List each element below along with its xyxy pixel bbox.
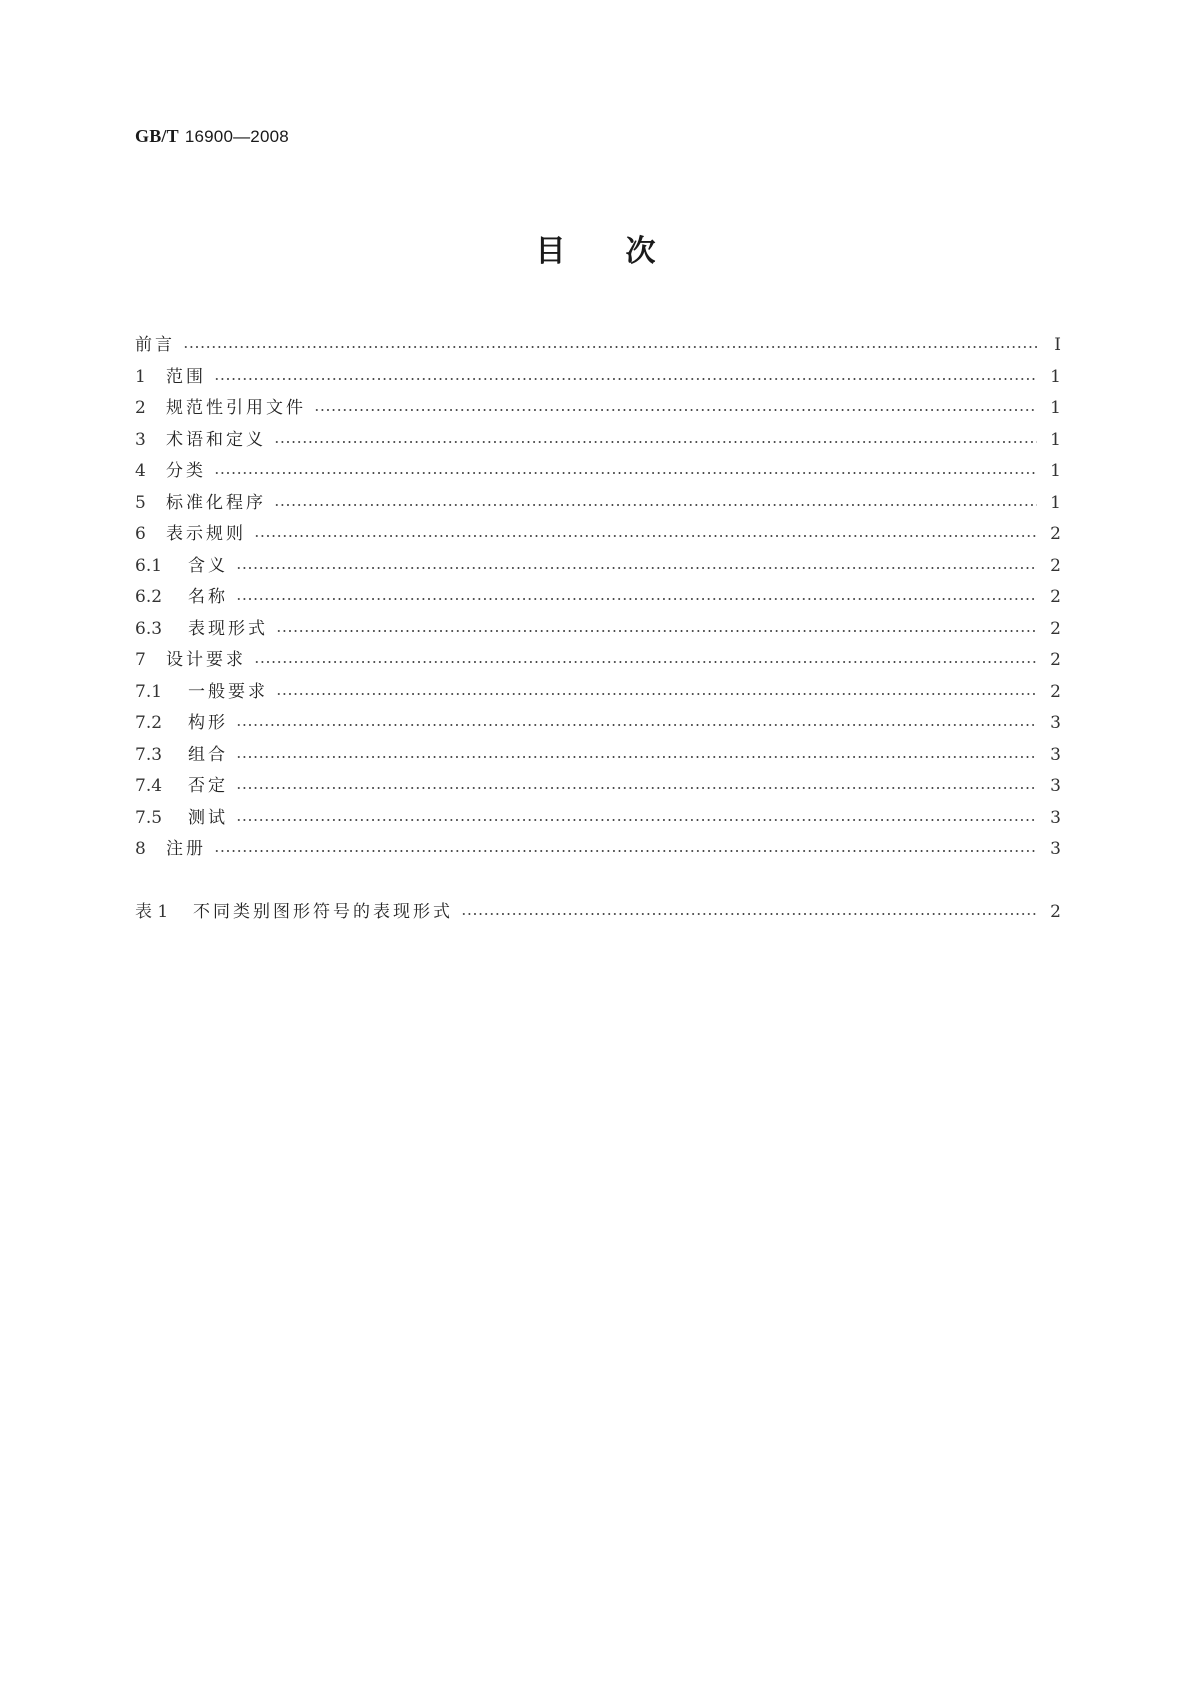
toc-entry-6-2[interactable] (135, 582, 1061, 614)
toc-entry-label: 注册 (166, 839, 206, 859)
toc-entry-label: 含义 (188, 555, 228, 576)
toc-entry-label: 测试 (188, 807, 228, 828)
toc-entry-label: 表示规则 (166, 524, 246, 544)
toc-entry-page: 3 (1050, 807, 1061, 828)
toc-entry-label: 前言 (135, 335, 175, 355)
toc-entry-number: 4 (135, 461, 146, 481)
toc-entry-label: 构形 (188, 713, 228, 733)
toc-title: 目次 (535, 234, 716, 269)
toc-entry-number: 7.1 (135, 681, 163, 702)
toc-section-gap (135, 866, 1061, 897)
toc-entry-5[interactable] (135, 488, 1061, 520)
toc-entry-page: 2 (1050, 618, 1061, 639)
toc-entry-number: 1 (135, 366, 146, 387)
toc-entry-6-3[interactable] (135, 614, 1061, 646)
toc-table-label: 不同类别图形符号的表现形式 (193, 901, 453, 922)
toc-entry-page: 2 (1050, 555, 1061, 576)
toc-entry-3[interactable] (135, 425, 1061, 457)
toc-entry-page: 1 (1050, 429, 1061, 450)
toc-entry-6[interactable] (135, 519, 1061, 551)
toc-entry-number: 6 (135, 524, 146, 544)
dot-leader (236, 714, 1037, 728)
toc-entry-7-2[interactable] (135, 708, 1061, 740)
dot-leader (236, 809, 1037, 823)
dot-leader (274, 431, 1037, 445)
toc-table-page: 2 (1050, 901, 1061, 922)
dot-leader (236, 777, 1037, 791)
toc-entry-page: 3 (1050, 776, 1061, 796)
toc-entry-label: 术语和定义 (166, 429, 266, 450)
standard-header (135, 126, 289, 147)
dot-leader (254, 651, 1037, 665)
toc-entry-7-1[interactable] (135, 677, 1061, 709)
toc-entry-7[interactable] (135, 645, 1061, 677)
toc-entry-number: 3 (135, 429, 146, 450)
toc-entry-page: 1 (1050, 492, 1061, 513)
standard-prefix: GB/T (135, 126, 179, 146)
toc-entry-4[interactable] (135, 456, 1061, 488)
dot-leader (214, 368, 1037, 382)
toc-table-number: 表 1 (135, 901, 169, 922)
toc-entry-8[interactable] (135, 834, 1061, 866)
toc-entry-number: 7 (135, 650, 146, 670)
dot-leader (276, 620, 1037, 634)
toc-entry-7-3[interactable] (135, 740, 1061, 772)
standard-number: 16900—2008 (184, 127, 289, 146)
toc-entry-number: 2 (135, 398, 146, 418)
dot-leader (236, 557, 1037, 571)
dot-leader (236, 588, 1037, 602)
dot-leader (236, 746, 1037, 760)
dot-leader (276, 683, 1037, 697)
toc-entry-label: 否定 (188, 776, 228, 796)
toc-entry-label: 名称 (188, 587, 228, 607)
toc-entry-page: 1 (1050, 398, 1061, 418)
toc-entry-page: 3 (1050, 839, 1061, 859)
toc-entry-page: 1 (1050, 366, 1061, 387)
dot-leader (214, 462, 1037, 476)
toc-entry-2[interactable] (135, 393, 1061, 425)
toc-entry-label: 范围 (166, 366, 206, 387)
toc-entry-page: 1 (1050, 461, 1061, 481)
toc-entry-page: 3 (1050, 744, 1061, 765)
toc-entry-foreword[interactable] (135, 330, 1061, 362)
dot-leader (214, 840, 1037, 854)
toc-entry-7-4[interactable] (135, 771, 1061, 803)
toc-entry-label: 标准化程序 (166, 492, 266, 513)
toc-entry-page: 2 (1050, 524, 1061, 544)
toc-entry-page: 2 (1050, 681, 1061, 702)
toc-entry-7-5[interactable] (135, 803, 1061, 835)
toc-entry-label: 规范性引用文件 (166, 398, 306, 418)
table-of-contents (135, 330, 1061, 928)
toc-entry-number: 6.2 (135, 587, 163, 607)
dot-leader (254, 525, 1037, 539)
toc-entry-number: 6.3 (135, 618, 163, 639)
dot-leader (274, 494, 1037, 508)
toc-entry-label: 组合 (188, 744, 228, 765)
toc-entry-number: 8 (135, 839, 146, 859)
toc-entry-1[interactable] (135, 362, 1061, 394)
toc-entry-number: 7.3 (135, 744, 163, 765)
dot-leader (183, 336, 1037, 350)
dot-leader (314, 399, 1037, 413)
toc-entry-number: 7.5 (135, 807, 163, 828)
toc-entry-number: 7.4 (135, 776, 163, 796)
toc-entry-page: 2 (1050, 650, 1061, 670)
toc-entry-label: 分类 (166, 461, 206, 481)
toc-table-entry-1[interactable] (135, 897, 1061, 929)
toc-entry-page: Ⅰ (1054, 335, 1061, 355)
toc-entry-number: 6.1 (135, 555, 163, 576)
toc-entry-label: 设计要求 (166, 650, 246, 670)
dot-leader (461, 903, 1037, 917)
toc-entry-label: 表现形式 (188, 618, 268, 639)
toc-entry-6-1[interactable] (135, 551, 1061, 583)
toc-entry-number: 7.2 (135, 713, 163, 733)
toc-entry-label: 一般要求 (188, 681, 268, 702)
toc-entry-number: 5 (135, 492, 146, 513)
toc-entry-page: 2 (1050, 587, 1061, 607)
toc-entry-page: 3 (1050, 713, 1061, 733)
